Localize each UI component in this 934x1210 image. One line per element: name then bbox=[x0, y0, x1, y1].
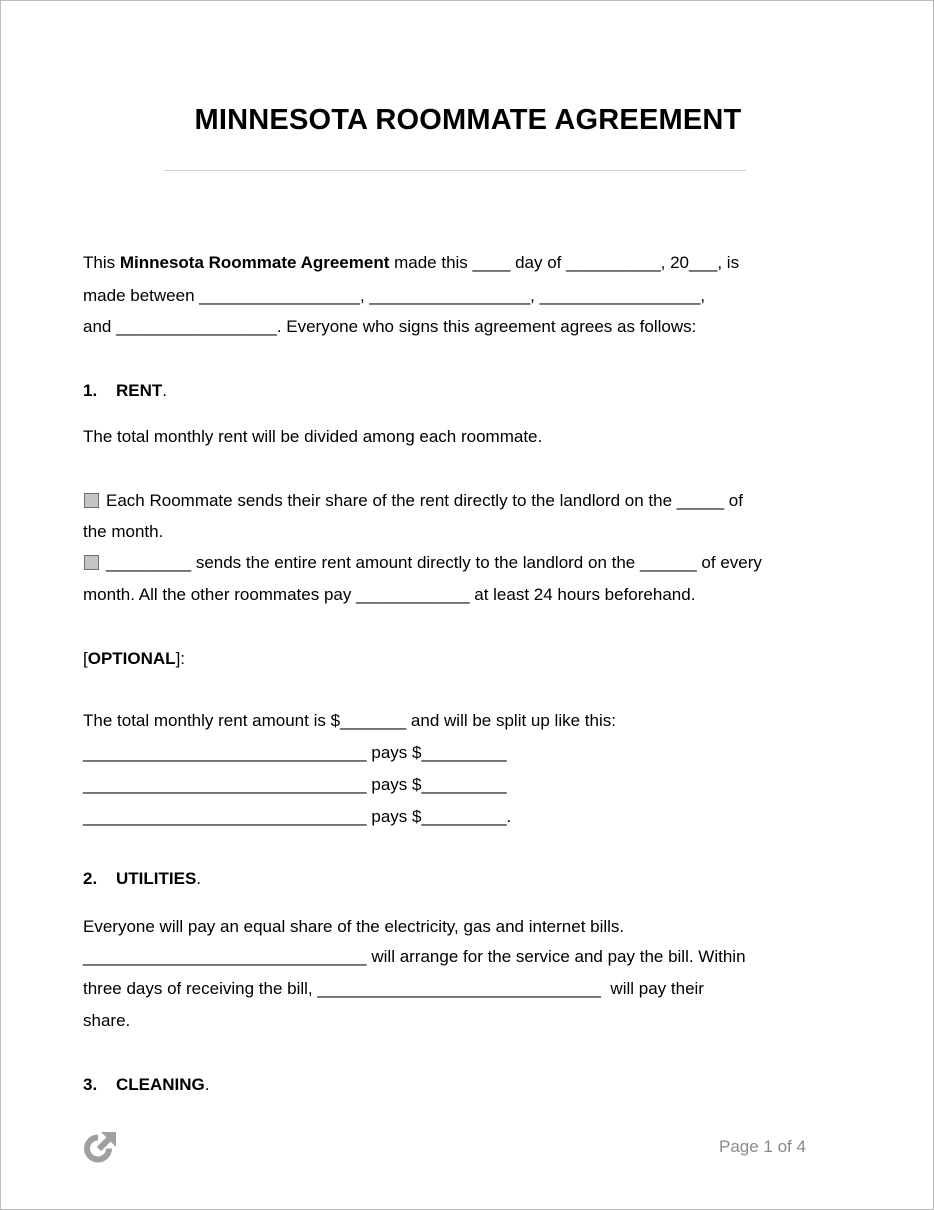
utilities-line-2: ______________________________ will arrange for the service and pay the bill. Within bbox=[83, 947, 746, 966]
rent-pay-line: ______________________________ pays $_________. bbox=[83, 807, 512, 826]
agreement-name: Minnesota Roommate Agreement bbox=[119, 253, 390, 272]
optional-text: OPTIONAL bbox=[87, 649, 176, 668]
intro-line-2: made between _________________, _________________, _________________, bbox=[83, 286, 706, 305]
rent-option-2-text: _________ sends the entire rent amount directly to the landlord on the ______ of every bbox=[106, 553, 762, 572]
rent-option-1-continued: the month. bbox=[83, 522, 164, 541]
page-number: Page 1 of 4 bbox=[719, 1137, 806, 1156]
utilities-line-1: Everyone will pay an equal share of the electricity, gas and internet bills. bbox=[83, 917, 625, 936]
intro-line-1 bbox=[83, 253, 739, 273]
section-number: 3. bbox=[83, 1075, 98, 1094]
refresh-arrow-icon bbox=[83, 1128, 119, 1166]
rent-option-1-text: Each Roommate sends their share of the rent directly to the landlord on the _____ of bbox=[106, 491, 743, 510]
section-number: 1. bbox=[83, 381, 98, 400]
rent-option-1-checkbox[interactable] bbox=[84, 493, 99, 508]
rent-description: The total monthly rent will be divided among each roommate. bbox=[83, 427, 543, 446]
section-heading-rent bbox=[83, 381, 167, 401]
rent-option-1 bbox=[83, 491, 743, 511]
intro-text: This bbox=[83, 253, 120, 272]
rent-split-line: The total monthly rent amount is $_______ and will be split up like this: bbox=[83, 711, 616, 730]
section-title: RENT bbox=[116, 381, 163, 400]
section-number: 2. bbox=[83, 869, 98, 888]
intro-line-3: and _________________. Everyone who signs this agreement agrees as follows: bbox=[83, 317, 697, 336]
utilities-line-3: three days of receiving the bill, ______________________________ will pay their bbox=[83, 979, 704, 998]
intro-date-blanks: made this ____ day of __________, 20___, is bbox=[389, 253, 740, 272]
section-title: UTILITIES bbox=[116, 869, 197, 888]
optional-bracket-open: [ bbox=[83, 649, 88, 668]
rent-option-2-checkbox[interactable] bbox=[84, 555, 99, 570]
rent-option-2 bbox=[83, 553, 762, 573]
optional-label bbox=[83, 649, 185, 669]
utilities-line-4: share. bbox=[83, 1011, 131, 1030]
section-heading-cleaning bbox=[83, 1075, 210, 1095]
rent-option-2-continued: month. All the other roommates pay ____________ at least 24 hours beforehand. bbox=[83, 585, 696, 604]
optional-bracket-close: ]: bbox=[175, 649, 186, 668]
rent-pay-line: ______________________________ pays $_________ bbox=[83, 775, 507, 794]
section-title-suffix: . bbox=[204, 1075, 210, 1094]
document-title: MINNESOTA ROOMMATE AGREEMENT bbox=[194, 104, 742, 136]
section-title-suffix: . bbox=[162, 381, 168, 400]
section-title: CLEANING bbox=[116, 1075, 205, 1094]
section-title-suffix: . bbox=[196, 869, 202, 888]
rent-pay-line: ______________________________ pays $_________ bbox=[83, 743, 507, 762]
section-heading-utilities bbox=[83, 869, 201, 889]
title-divider bbox=[164, 170, 746, 171]
